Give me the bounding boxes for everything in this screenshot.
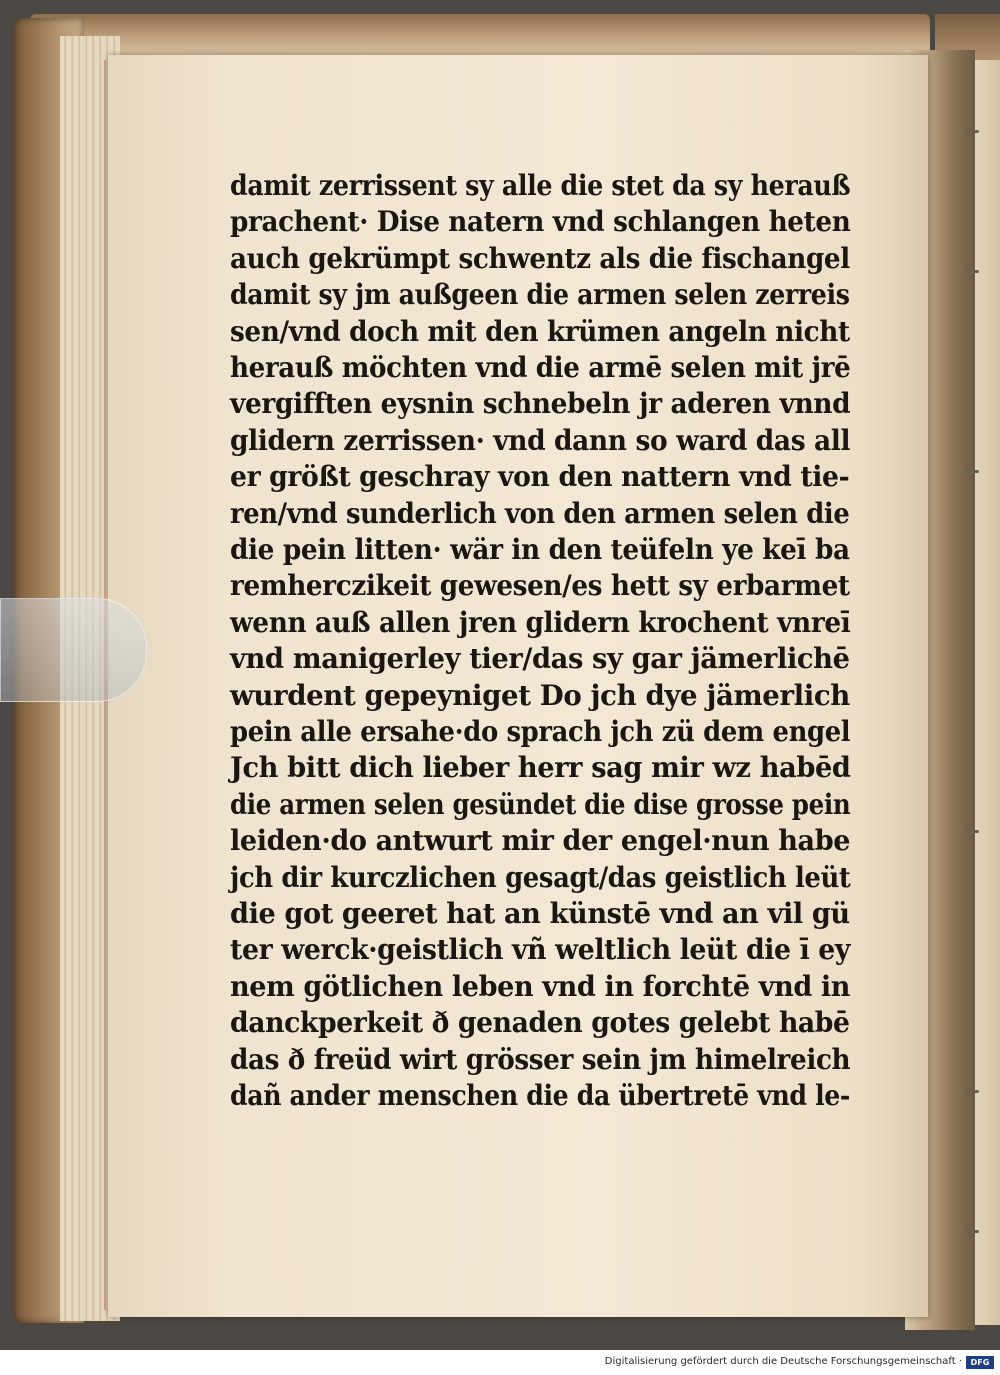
text-line: die got geeret hat an künstē vnd an vil gü: [230, 897, 850, 930]
footer-bar: [0, 1350, 1000, 1375]
binding-stitch: [965, 1230, 979, 1233]
text-line: auch gekrümpt schwentz als die fischangel: [230, 241, 850, 275]
text-line: pein alle ersahe·do sprach jch zü dem engel: [230, 715, 851, 748]
text-line: herauß möchten vnd die armē selen mit jrē: [230, 351, 851, 384]
text-line: das ð freüd wirt grösser sein jm himelreich: [230, 1042, 851, 1076]
text-line: prachent· Dise natern vnd schlangen heten: [230, 205, 851, 239]
text-line: vnd manigerley tier/das sy gar jämerlichē: [230, 642, 850, 676]
binding-stitch: [965, 1090, 979, 1093]
text-line: wurdent gepeyniget Do jch dye jämerlich: [230, 678, 850, 712]
text-line: Jch bitt dich lieber herr sag mir wz habēd: [230, 751, 851, 785]
text-line: glidern zerrissen· vnd dann so ward das all: [230, 423, 851, 457]
binding-stitch: [965, 130, 979, 133]
dfg-logo: DFG: [966, 1356, 994, 1369]
text-line: damit sy jm außgeen die armen selen zerreis: [230, 278, 850, 312]
text-line: leiden·do antwurt mir der engel·nun habe: [230, 824, 851, 858]
text-line: sen/vnd doch mit den krümen angeln nicht: [230, 314, 850, 348]
text-line: ren/vnd sunderlich von den armen selen die: [230, 496, 850, 530]
text-line: die armen selen gesündet die dise grosse pein: [230, 787, 851, 821]
blackletter-text-block: [230, 168, 850, 1128]
text-line: ter werck·geistlich vñ weltlich leüt die ī ey: [230, 933, 851, 967]
binding-stitch: [965, 830, 979, 833]
text-line: jch dir kurczlichen gesagt/das geistlich leüt: [230, 860, 851, 894]
binding-stitch: [965, 470, 979, 473]
text-line: remherczikeit gewesen/es hett sy erbarmet: [230, 569, 850, 603]
text-line: danckperkeit ð genaden gotes gelebt habē: [230, 1006, 850, 1040]
text-line: wenn auß allen jren glidern krochent vnreī: [230, 605, 851, 639]
text-line: dañ ander menschen die da übertretē vnd le-: [230, 1079, 851, 1112]
footer-credit: Digitalisierung gefördert durch die Deutsche Forschungsgemeinschaft ·: [604, 1356, 962, 1367]
book-cover-top: [30, 14, 930, 56]
text-line: damit zerrissent sy alle die stet da sy herauß: [230, 169, 851, 202]
text-line: nem götlichen leben vnd in forchtē vnd in: [230, 969, 851, 1003]
text-line: er größt geschray von den nattern vnd tie-: [230, 460, 850, 494]
text-line: vergifften eysnin schnebeln jr aderen vnnd: [230, 387, 851, 421]
binding-stitch: [965, 270, 979, 273]
text-line: die pein litten· wär in den teüfeln ye keī ba: [230, 533, 850, 566]
plastic-page-clip: [0, 598, 147, 702]
